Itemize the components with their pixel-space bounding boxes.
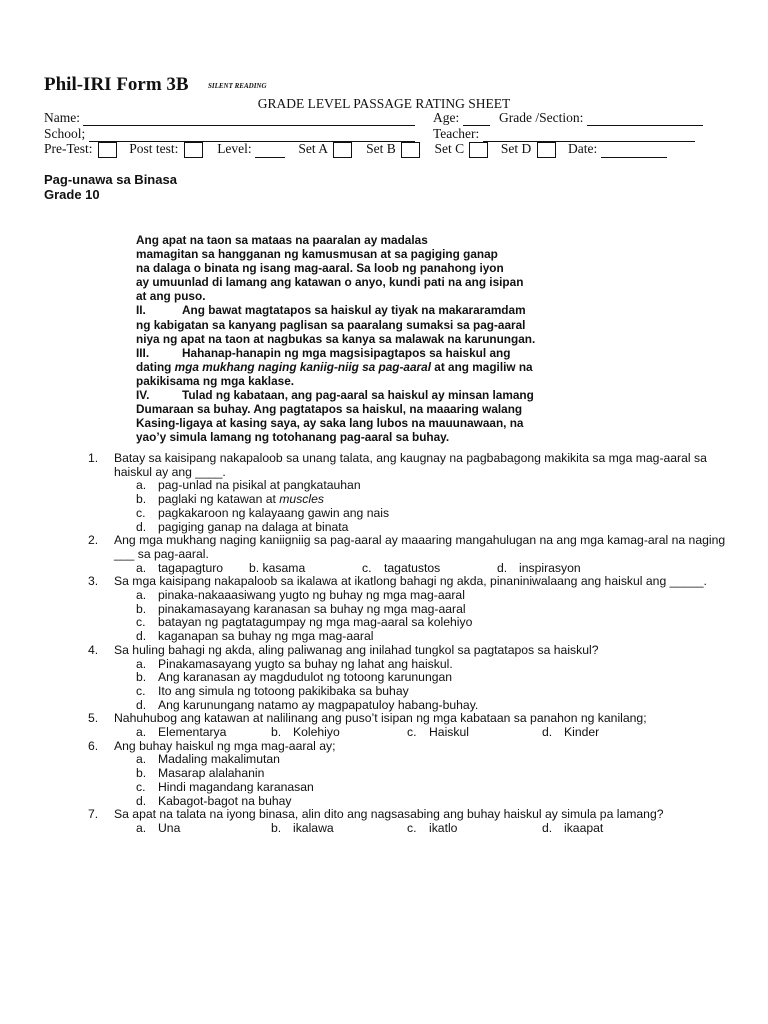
passage-line <box>136 303 606 317</box>
option-text: Masarap alalahanin <box>158 766 265 781</box>
option-b[interactable] <box>136 767 728 781</box>
question-number: 3. <box>88 574 99 589</box>
option-c[interactable] <box>136 507 728 521</box>
set-a-checkbox[interactable] <box>333 142 352 158</box>
option-b[interactable] <box>271 822 407 836</box>
passage-line <box>136 360 606 374</box>
option-text: batayan ng pagtatagumpay ng mga mag-aaral sa kolehiyo <box>158 615 473 630</box>
option-text: pinaka-nakaaasiwang yugto ng buhay ng mga mag-aaral <box>158 588 465 603</box>
name-row <box>44 110 415 126</box>
option-text: Madaling makalimutan <box>158 752 280 767</box>
question-5 <box>88 712 728 739</box>
question-3 <box>88 575 728 644</box>
option-text: tagatustos <box>384 560 441 575</box>
option-letter: b. <box>271 725 282 740</box>
question-text: Ang mga mukhang naging kaniigniig sa pag-aaral ay maaaring mangahulugan na ang mga kamag-aral na naging ___ sa pag-aaral. <box>114 533 726 561</box>
option-a[interactable] <box>136 753 728 767</box>
option-letter: c. <box>407 725 417 740</box>
passage-line: mamagitan sa hangganan ng kamusmusan at sa pagiging ganap <box>136 247 498 262</box>
option-a[interactable] <box>136 726 271 740</box>
reading-passage <box>136 233 606 444</box>
set-b-label: Set B <box>366 141 396 156</box>
passage-line: niya ng apat na taon at nagbukas sa kanya sa malawak na karunungan. <box>136 331 536 346</box>
question-number: 5. <box>88 711 99 726</box>
school-row <box>44 126 415 142</box>
option-c[interactable] <box>407 822 542 836</box>
question-text: Batay sa kaisipang nakapaloob sa unang talata, ang kaugnay na pagbabagong makikita sa mga mag-aaral sa haiskul ay ang ____. <box>114 451 707 479</box>
passage-line: Kasing-ligaya at kasing saya, ay saka lang lubos na mauunawaan, na <box>136 416 524 431</box>
option-c[interactable] <box>136 685 728 699</box>
sheet-title: GRADE LEVEL PASSAGE RATING SHEET <box>257 96 511 111</box>
posttest-label: Post test: <box>129 141 179 156</box>
option-text: pagkakaroon ng kalayaang gawin ang nais <box>158 505 390 520</box>
option-d[interactable] <box>136 699 728 713</box>
option-italic-text: muscles <box>279 492 324 507</box>
set-c-checkbox[interactable] <box>469 142 488 158</box>
option-text: ikatlo <box>429 820 458 835</box>
teacher-field[interactable] <box>483 128 695 142</box>
option-text: ikalawa <box>293 820 334 835</box>
pretest-checkbox[interactable] <box>98 142 117 158</box>
school-field[interactable] <box>89 128 415 142</box>
option-letter: d. <box>136 697 147 712</box>
question-6 <box>88 740 728 809</box>
question-7 <box>88 808 728 835</box>
option-text: Kabagot-bagot na buhay <box>158 793 292 808</box>
passage-line: at ang puso. <box>136 289 206 304</box>
passage-line: Ang apat na taon sa mataas na paaralan ay madalas <box>136 233 428 247</box>
passage-line: pakikisama ng mga kaklase. <box>136 373 295 388</box>
teacher-row <box>433 126 695 142</box>
question-number: 1. <box>88 451 99 465</box>
option-letter: c. <box>136 779 146 794</box>
grade-section-field[interactable] <box>587 112 703 126</box>
option-letter: d. <box>542 820 553 835</box>
passage-line: ay umuunlad di lamang ang katawan o anyo, kundi pati na ang isipan <box>136 275 524 290</box>
passage-text: Ang bawat magtatapos sa haiskul ay tiyak na makararamdam <box>182 303 526 318</box>
passage-text: at ang magiliw na <box>430 359 533 374</box>
passage-line <box>136 388 606 402</box>
option-d[interactable] <box>136 630 728 644</box>
option-b[interactable] <box>136 671 728 685</box>
passage-line: Dumaraan sa buhay. Ang pagtatapos sa haiskul, na maaaring walang <box>136 402 523 417</box>
posttest-checkbox[interactable] <box>184 142 203 158</box>
set-d-label: Set D <box>500 141 532 156</box>
level-field[interactable] <box>255 144 285 158</box>
questions-list <box>88 452 728 836</box>
question-number: 2. <box>88 533 99 548</box>
question-text: Sa mga kaisipang nakapaloob sa ikalawa at ikatlong bahagi ng akda, pinaniniwalaang ang haiskul ang _____. <box>114 574 707 589</box>
passage-text: Tulad ng kabataan, ang pag-aaral sa haiskul ay minsan lamang <box>182 388 534 403</box>
passage-line: na dalaga o binata ng isang mag-aaral. Sa loob ng panahong iyon <box>136 261 504 276</box>
set-b-checkbox[interactable] <box>401 142 420 158</box>
option-letter: c. <box>136 505 146 520</box>
option-letter: a. <box>136 478 147 493</box>
option-letter: a. <box>136 588 147 603</box>
passage-text: Hahanap-hanapin ng mga magsisipagtapos sa haiskul ang <box>182 345 511 360</box>
option-letter: d. <box>542 725 553 740</box>
option-text: Elementarya <box>158 725 227 740</box>
form-subtitle: SILENT READING <box>208 82 267 90</box>
option-letter: d. <box>136 629 147 644</box>
option-d[interactable] <box>136 795 728 809</box>
option-b[interactable] <box>136 603 728 617</box>
question-text: Sa huling bahagi ng akda, aling paliwanag ang inilahad tungkol sa pagtatapos sa haiskul? <box>114 642 599 657</box>
option-letter: b. <box>136 766 147 781</box>
option-letter: d. <box>136 793 147 808</box>
question-number: 6. <box>88 738 99 753</box>
option-a[interactable] <box>136 658 728 672</box>
option-b[interactable] <box>271 726 407 740</box>
option-letter: c. <box>362 560 372 575</box>
age-field[interactable] <box>463 112 490 126</box>
question-4 <box>88 644 728 713</box>
passage-text: dating <box>136 359 175 374</box>
option-letter: b. <box>136 670 147 685</box>
option-text: Una <box>158 820 181 835</box>
option-letter: c. <box>407 820 417 835</box>
name-label: Name: <box>44 110 80 125</box>
option-letter: a. <box>136 820 147 835</box>
date-label: Date: <box>567 141 598 156</box>
option-letter: d. <box>497 560 508 575</box>
paragraph-number: III. <box>136 345 150 360</box>
option-text: Pinakamasayang yugto sa buhay ng lahat ang haiskul. <box>158 656 453 671</box>
option-c[interactable] <box>362 562 497 576</box>
paragraph-number: II. <box>136 303 146 318</box>
option-text: pagiging ganap na dalaga at binata <box>158 519 349 534</box>
option-text: inspirasyon <box>519 560 581 575</box>
option-b[interactable] <box>249 562 362 576</box>
option-a[interactable] <box>136 822 271 836</box>
date-field[interactable] <box>601 144 667 158</box>
option-a[interactable] <box>136 479 728 493</box>
grade-heading: Grade 10 <box>44 187 100 202</box>
name-field[interactable] <box>83 112 415 126</box>
option-a[interactable] <box>136 562 249 576</box>
passage-line: yao’y simula lamang ng totohanang pag-aaral sa buhay. <box>136 430 450 445</box>
option-letter: a. <box>136 656 147 671</box>
paragraph-number: IV. <box>136 388 150 403</box>
option-text: ikaapat <box>564 820 604 835</box>
option-a[interactable] <box>136 589 728 603</box>
level-label: Level: <box>217 141 252 156</box>
set-d-checkbox[interactable] <box>537 142 556 158</box>
option-text: Ang karunungang natamo ay magpapatuloy habang-buhay. <box>158 697 479 712</box>
question-text: Ang buhay haiskul ng mga mag-aaral ay; <box>114 738 336 753</box>
section-heading: Pag-unawa sa Binasa <box>44 172 177 187</box>
option-letter: a. <box>136 725 147 740</box>
option-letter: d. <box>136 519 147 534</box>
option-c[interactable] <box>136 616 728 630</box>
option-text: paglaki ng katawan at <box>158 492 280 507</box>
question-number: 4. <box>88 642 99 657</box>
option-letter: a. <box>136 752 147 767</box>
passage-line: ng kabigatan sa kanyang paglisan sa paaralang sumaksi sa pag-aaral <box>136 317 526 332</box>
option-letter: b. <box>136 601 147 616</box>
option-text: pag-unlad na pisikal at pangkatauhan <box>158 478 361 493</box>
option-text: Ang karanasan ay magdudulot ng totoong karunungan <box>158 670 453 685</box>
teacher-label: Teacher: <box>433 126 480 141</box>
option-d[interactable] <box>542 726 599 740</box>
option-text: Ito ang simula ng totoong pakikibaka sa buhay <box>158 683 409 698</box>
question-text: Nahuhubog ang katawan at nalilinang ang puso’t isipan ng mga kabataan sa panahon ng kanilang; <box>114 711 647 726</box>
option-d[interactable] <box>542 822 603 836</box>
option-text: Hindi magandang karanasan <box>158 779 314 794</box>
pretest-label: Pre-Test: <box>44 141 93 156</box>
school-label: School; <box>44 126 86 141</box>
option-d[interactable] <box>136 521 728 535</box>
age-label: Age: <box>433 110 460 125</box>
option-letter: b. <box>271 820 282 835</box>
form-title: Phil-IRI Form 3B <box>44 74 189 95</box>
option-text: tagapagturo <box>158 560 224 575</box>
passage-line <box>136 346 606 360</box>
option-c[interactable] <box>407 726 542 740</box>
question-1 <box>88 452 728 534</box>
grade-section-label: Grade /Section: <box>499 110 584 125</box>
option-text: Kolehiyo <box>293 725 340 740</box>
question-text: Sa apat na talata na iyong binasa, alin dito ang nagsasabing ang buhay haiskul ay simula pa lamang? <box>114 807 664 822</box>
set-a-label: Set A <box>298 141 328 156</box>
option-text: kaganapan sa buhay ng mga mag-aaral <box>158 629 374 644</box>
option-text: pinakamasayang karanasan sa buhay ng mga mag-aaral <box>158 601 466 616</box>
option-text: Haiskul <box>429 725 469 740</box>
option-letter: c. <box>136 683 146 698</box>
test-row <box>44 141 667 158</box>
option-letter: a. <box>136 560 147 575</box>
question-number: 7. <box>88 807 99 822</box>
set-c-label: Set C <box>434 141 465 156</box>
option-d[interactable] <box>497 562 581 576</box>
option-text: Kinder <box>564 725 600 740</box>
age-row <box>433 110 703 126</box>
option-c[interactable] <box>136 781 728 795</box>
passage-italic-text: mga mukhang naging kaniig-niig sa pag-aaral <box>174 359 431 374</box>
option-letter: c. <box>136 615 146 630</box>
question-2 <box>88 534 728 575</box>
option-text: b. kasama <box>249 560 306 575</box>
option-letter: b. <box>136 492 147 507</box>
option-b[interactable] <box>136 493 728 507</box>
